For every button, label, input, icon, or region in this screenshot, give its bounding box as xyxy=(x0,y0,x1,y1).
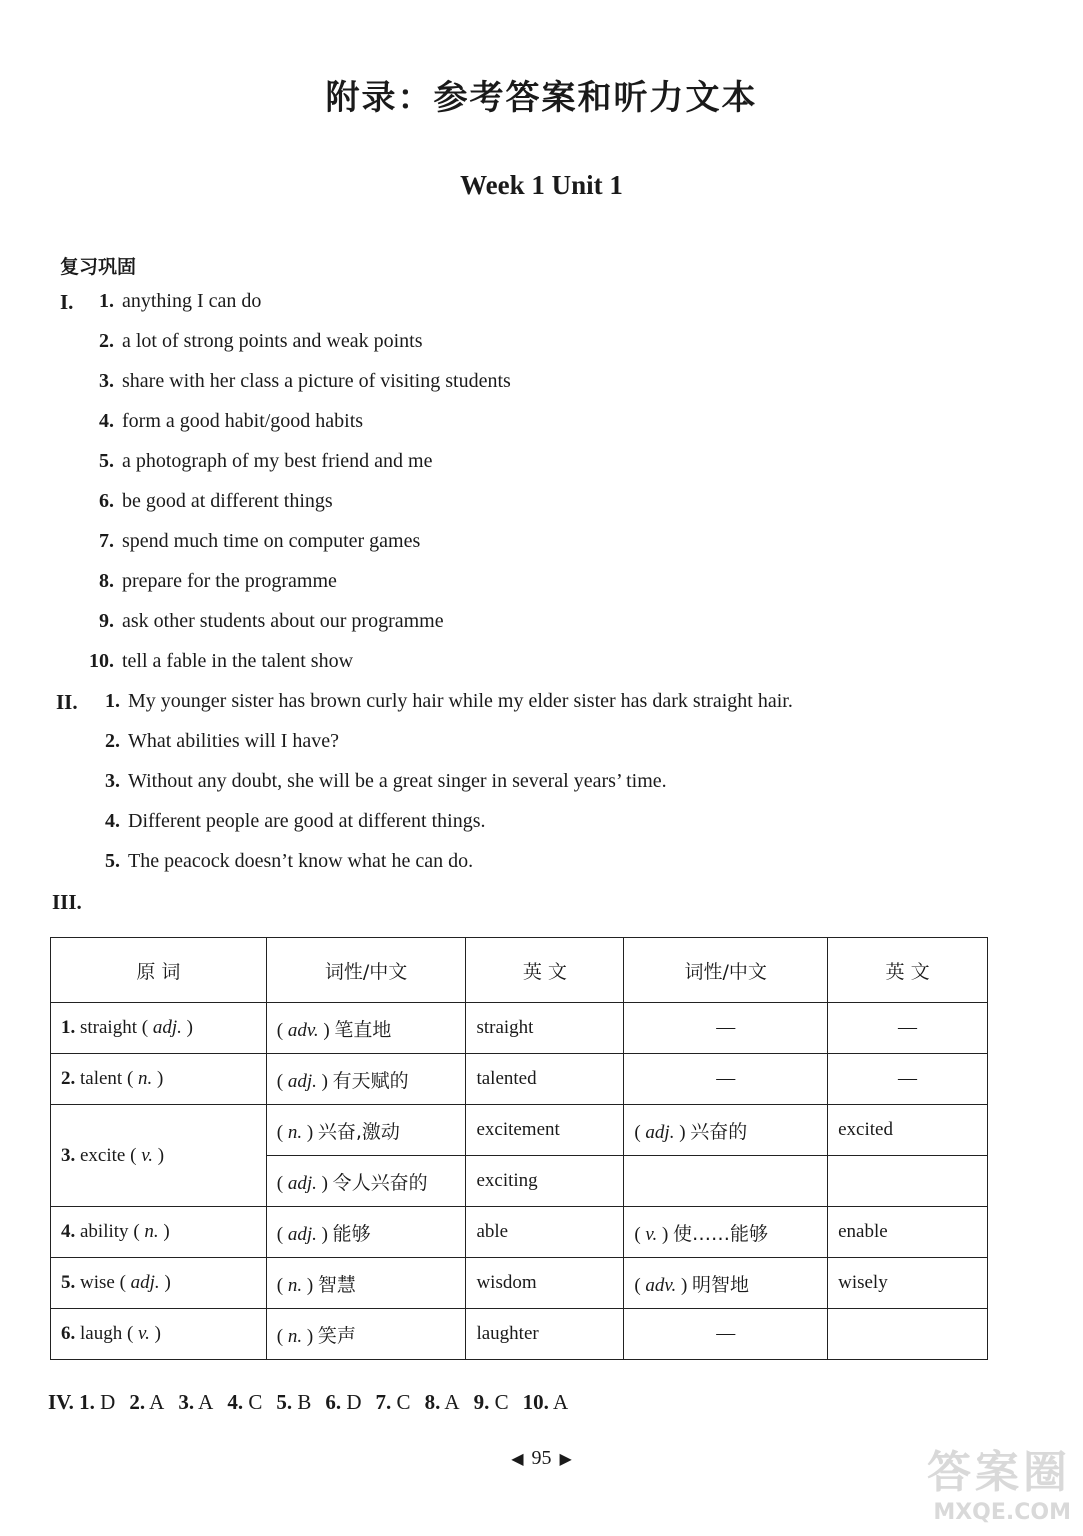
chinese-meaning: 笔直地 xyxy=(334,1018,392,1041)
derived-pos-cell: ( adj. ) 有天赋的 xyxy=(266,1054,466,1105)
english-word: enable xyxy=(838,1221,888,1242)
chinese-meaning: 兴奋的 xyxy=(690,1120,748,1143)
derived-pos-cell: ( n. ) 笑声 xyxy=(266,1309,466,1360)
english-word-cell: able xyxy=(466,1207,624,1258)
answer-letter: D xyxy=(346,1390,362,1414)
answer-number: 5. xyxy=(276,1390,293,1414)
part-of-speech: n. xyxy=(287,1325,303,1347)
english-word-cell-2 xyxy=(828,1258,988,1309)
list-item xyxy=(80,370,511,393)
answer-item xyxy=(178,1390,213,1414)
item-text: form a good habit/good habits xyxy=(122,410,364,432)
list-item xyxy=(80,410,363,433)
item-text: My younger sister has brown curly hair while my elder sister has dark straight hair. xyxy=(128,690,793,712)
derived-pos-cell: ( adv. ) 笔直地 xyxy=(266,1003,466,1054)
answer-item xyxy=(425,1390,460,1414)
page-number-text: 95 xyxy=(531,1447,552,1469)
answer-number: 2. xyxy=(129,1390,146,1414)
chinese-meaning: 明智地 xyxy=(692,1273,750,1296)
answer-number: 7. xyxy=(375,1390,392,1414)
answer-letter: B xyxy=(297,1390,312,1414)
english-word-cell: wisdom xyxy=(466,1258,624,1309)
part-2-label: II. xyxy=(56,690,78,714)
answer-number: 9. xyxy=(473,1390,490,1414)
item-number: 5. xyxy=(105,850,120,872)
answer-number: 3. xyxy=(178,1390,195,1414)
english-word-cell-2 xyxy=(828,1054,988,1105)
chinese-meaning: 令人兴奋的 xyxy=(332,1171,428,1194)
vocabulary-table xyxy=(50,937,988,1360)
item-number: 7. xyxy=(99,530,114,552)
part-of-speech: v. xyxy=(141,1144,153,1166)
original-word-cell: 6. laugh ( v. ) xyxy=(51,1309,267,1360)
list-item xyxy=(80,570,337,593)
part-of-speech: adj. xyxy=(130,1272,160,1293)
table-row xyxy=(51,1207,988,1258)
part-of-speech: v. xyxy=(645,1223,658,1245)
item-number: 9. xyxy=(99,610,114,632)
original-word: talent xyxy=(80,1068,123,1089)
original-word-cell: 5. wise ( adj. ) xyxy=(51,1258,267,1309)
english-word-cell: talented xyxy=(466,1054,624,1105)
dash-placeholder: — xyxy=(716,1323,736,1344)
table-row xyxy=(51,1054,988,1105)
item-text: ask other students about our programme xyxy=(122,610,444,632)
item-text: Without any doubt, she will be a great singer in several years’ time. xyxy=(128,770,667,792)
chinese-meaning: 智慧 xyxy=(317,1273,356,1296)
item-number: 5. xyxy=(99,450,114,472)
english-word-cell-2 xyxy=(828,1105,988,1156)
item-text: What abilities will I have? xyxy=(128,730,340,752)
page-title: 附录：参考答案和听力文本 xyxy=(325,78,758,118)
table-row xyxy=(51,1105,988,1156)
list-item xyxy=(80,450,432,473)
derived-pos-cell: ( adj. ) 令人兴奋的 xyxy=(266,1156,466,1207)
section-heading: 复习巩固 xyxy=(60,256,137,278)
original-word-cell: 2. talent ( n. ) xyxy=(51,1054,267,1105)
header-cell: 英 文 xyxy=(466,938,624,1003)
part-of-speech: adj. xyxy=(287,1223,317,1245)
list-item xyxy=(84,770,667,793)
answer-letter: C xyxy=(248,1390,263,1414)
original-word-cell: 4. ability ( n. ) xyxy=(51,1207,267,1258)
list-item xyxy=(84,810,485,833)
table-row xyxy=(51,1003,988,1054)
english-word-cell-2 xyxy=(828,1003,988,1054)
next-arrow-icon: ▶ xyxy=(559,1451,572,1468)
list-item xyxy=(80,290,261,313)
answer-number: 4. xyxy=(227,1390,244,1414)
list-item xyxy=(80,650,353,673)
derived-pos-cell-2 xyxy=(624,1309,828,1360)
english-word-cell-2 xyxy=(828,1309,988,1360)
list-item xyxy=(84,850,473,873)
part-4-answers xyxy=(48,1390,582,1415)
row-number: 4. xyxy=(61,1221,76,1242)
list-item xyxy=(80,530,420,553)
answer-letter: A xyxy=(552,1390,569,1414)
derived-pos-cell-2 xyxy=(624,1156,828,1207)
header-cell: 英 文 xyxy=(828,938,988,1003)
watermark-logo xyxy=(881,1436,1071,1526)
original-word-cell: 3. excite ( v. ) xyxy=(51,1105,267,1207)
original-word-cell: 1. straight ( adj. ) xyxy=(51,1003,267,1054)
list-item xyxy=(80,490,333,513)
derived-pos-cell-2: ( v. ) 使……能够 xyxy=(624,1207,828,1258)
part-of-speech: adj. xyxy=(287,1172,317,1194)
part-of-speech: adj. xyxy=(287,1070,317,1092)
answer-letter: C xyxy=(494,1390,509,1414)
part-of-speech: adj. xyxy=(152,1017,182,1038)
answer-item xyxy=(376,1390,411,1414)
english-word: wisely xyxy=(838,1272,888,1293)
original-word: straight xyxy=(80,1017,137,1038)
derived-pos-cell: ( n. ) 智慧 xyxy=(266,1258,466,1309)
derived-pos-cell-2 xyxy=(624,1003,828,1054)
item-number: 8. xyxy=(99,570,114,592)
item-number: 2. xyxy=(99,330,114,352)
item-number: 4. xyxy=(105,810,120,832)
part-of-speech: n. xyxy=(138,1068,153,1089)
dash-placeholder: — xyxy=(716,1068,736,1089)
item-number: 1. xyxy=(99,290,114,312)
dash-placeholder: — xyxy=(898,1068,918,1089)
chinese-meaning: 有天赋的 xyxy=(332,1069,409,1092)
part-of-speech: adv. xyxy=(645,1274,677,1296)
item-text: prepare for the programme xyxy=(122,570,337,592)
watermark-text: 答案圈 xyxy=(927,1447,1071,1498)
prev-arrow-icon: ◀ xyxy=(511,1451,524,1468)
item-number: 3. xyxy=(105,770,120,792)
item-number: 3. xyxy=(99,370,114,392)
derived-pos-cell-2: ( adv. ) 明智地 xyxy=(624,1258,828,1309)
item-text: a lot of strong points and weak points xyxy=(122,330,423,352)
item-text: a photograph of my best friend and me xyxy=(122,450,433,472)
english-word-cell-2 xyxy=(828,1207,988,1258)
dash-placeholder: — xyxy=(898,1017,918,1038)
unit-title: Week 1 Unit 1 xyxy=(460,170,623,200)
original-word: ability xyxy=(80,1221,129,1242)
list-item xyxy=(80,610,444,633)
answer-letter: D xyxy=(100,1390,116,1414)
part-1-label: I. xyxy=(60,290,74,314)
item-text: spend much time on computer games xyxy=(122,530,421,552)
watermark-url: MXQE.COM xyxy=(933,1500,1071,1525)
row-number: 1. xyxy=(61,1017,76,1038)
dash-placeholder: — xyxy=(716,1017,736,1038)
derived-pos-cell-2 xyxy=(624,1054,828,1105)
answer-item xyxy=(474,1390,509,1414)
answer-number: 6. xyxy=(325,1390,342,1414)
english-word-cell-2 xyxy=(828,1156,988,1207)
list-item xyxy=(84,690,793,713)
item-text: tell a fable in the talent show xyxy=(122,650,354,672)
table-row xyxy=(51,1309,988,1360)
item-text: The peacock doesn’t know what he can do. xyxy=(128,850,474,872)
item-text: be good at different things xyxy=(122,490,333,512)
answer-item xyxy=(276,1390,311,1414)
english-word-cell: excitement xyxy=(466,1105,624,1156)
list-item xyxy=(80,330,423,353)
answer-letter: A xyxy=(444,1390,460,1414)
list-item xyxy=(84,730,339,753)
english-word-cell: straight xyxy=(466,1003,624,1054)
answer-letter: A xyxy=(198,1390,214,1414)
answer-number: 8. xyxy=(424,1390,441,1414)
answer-number: 1. xyxy=(79,1390,95,1414)
row-number: 6. xyxy=(61,1323,76,1344)
original-word: wise xyxy=(80,1272,115,1293)
derived-pos-cell: ( n. ) 兴奋,激动 xyxy=(266,1105,466,1156)
part-of-speech: adj. xyxy=(645,1121,675,1143)
answer-item xyxy=(523,1390,569,1414)
part-of-speech: adv. xyxy=(287,1019,319,1041)
table-header-row xyxy=(51,938,988,1003)
answer-number: 10. xyxy=(522,1390,549,1414)
part-4-label: IV. xyxy=(48,1390,74,1414)
chinese-meaning: 笑声 xyxy=(317,1324,356,1347)
item-text: share with her class a picture of visiting students xyxy=(122,370,511,392)
part-of-speech: v. xyxy=(138,1323,150,1344)
english-word-cell: laughter xyxy=(466,1309,624,1360)
part-of-speech: n. xyxy=(287,1121,303,1143)
answer-item xyxy=(129,1390,164,1414)
answer-item xyxy=(325,1390,361,1414)
item-text: anything I can do xyxy=(122,290,262,312)
english-word: excited xyxy=(838,1119,893,1140)
header-cell: 词性/中文 xyxy=(624,938,828,1003)
derived-pos-cell: ( adj. ) 能够 xyxy=(266,1207,466,1258)
english-word-cell: exciting xyxy=(466,1156,624,1207)
item-number: 1. xyxy=(105,690,120,712)
table-row xyxy=(51,1258,988,1309)
derived-pos-cell-2: ( adj. ) 兴奋的 xyxy=(624,1105,828,1156)
row-number: 5. xyxy=(61,1272,76,1293)
answer-item xyxy=(79,1390,115,1414)
chinese-meaning: 使……能够 xyxy=(673,1222,769,1245)
header-cell: 原 词 xyxy=(51,938,267,1003)
chinese-meaning: 兴奋,激动 xyxy=(317,1120,400,1143)
item-number: 10. xyxy=(89,650,114,672)
part-of-speech: n. xyxy=(144,1221,159,1242)
answer-letter: A xyxy=(149,1390,165,1414)
original-word: excite xyxy=(80,1144,126,1166)
row-number: 3. xyxy=(61,1144,76,1166)
item-number: 6. xyxy=(99,490,114,512)
answer-item xyxy=(227,1390,262,1414)
answer-letter: C xyxy=(396,1390,411,1414)
item-number: 4. xyxy=(99,410,114,432)
item-text: Different people are good at different things. xyxy=(128,810,486,832)
header-cell: 词性/中文 xyxy=(266,938,466,1003)
part-of-speech: n. xyxy=(287,1274,303,1296)
original-word: laugh xyxy=(80,1323,123,1344)
chinese-meaning: 能够 xyxy=(332,1222,371,1245)
item-number: 2. xyxy=(105,730,120,752)
row-number: 2. xyxy=(61,1068,76,1089)
part-3-label: III. xyxy=(52,890,82,914)
